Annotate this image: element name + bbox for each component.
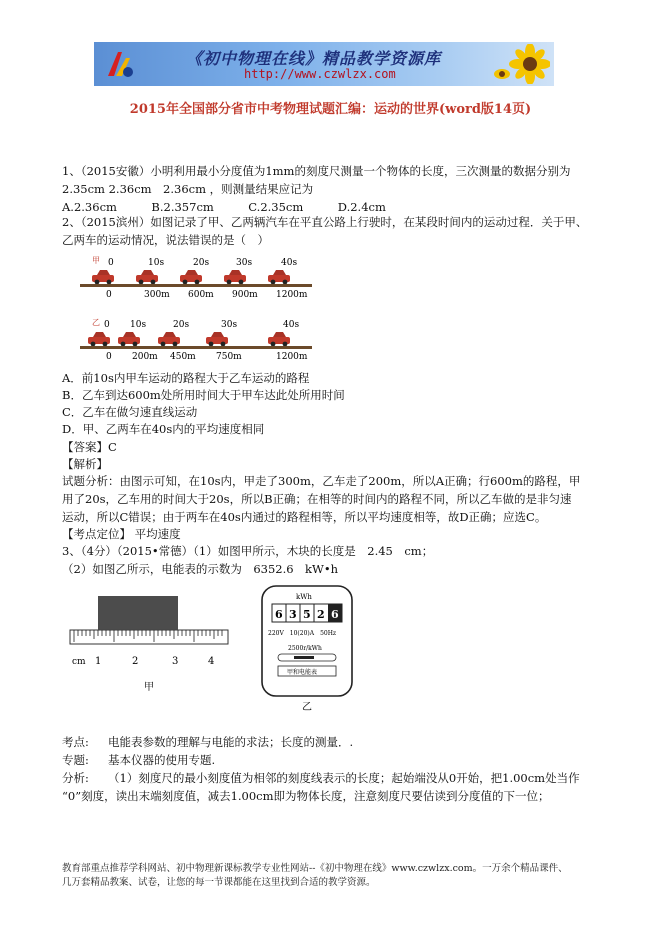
- electric-meter-figure: [258, 584, 358, 714]
- jia-car: [224, 270, 246, 284]
- q3-line2: （2）如图乙所示，电能表的示数为 6352.6 kW•h: [62, 562, 339, 576]
- car-motion-figure: [78, 250, 318, 362]
- jia-time: 20s: [193, 258, 210, 268]
- yi-car: [206, 332, 228, 346]
- jia-dist: 1200m: [276, 290, 308, 300]
- ruler-caption: 甲: [144, 682, 154, 693]
- q2-point: 【考点定位】 平均速度: [62, 527, 181, 541]
- ruler-tick-label: 2: [132, 656, 139, 667]
- q2-option-d: D．甲、乙两车在40s内的平均速度相同: [62, 422, 265, 436]
- meter-spec: 220V 10(20)A 50Hz: [268, 630, 337, 637]
- footer-line-2: 几万套精品教案、试卷，让您的每一节课都能在这里找到合适的教学资源。: [62, 877, 376, 888]
- footer-line-1: 教育部重点推荐学科网站、初中物理新课标教学专业性网站--《初中物理在线》www.czwlzx.com。一万余个精品课件、: [62, 863, 568, 874]
- jia-car: [268, 270, 290, 284]
- jia-road: [80, 284, 312, 287]
- q2-analysis-1: 试题分析：由图示可知，在10s内，甲走了300m，乙车走了200m，所以A正确；行600m的路程，甲: [62, 474, 581, 488]
- q2-analysis-2: 用了20s，乙车用的时间大于20s，所以B正确；在相等的时间内的路程不同，所以乙车做的是非匀速: [62, 492, 572, 506]
- yi-car: [118, 332, 140, 346]
- meter-digit: 3: [289, 608, 297, 621]
- jia-time: 10s: [148, 258, 165, 268]
- yi-dist: 1200m: [276, 352, 308, 362]
- ruler-tick-label: 3: [172, 656, 179, 667]
- jia-dist: 600m: [188, 290, 214, 300]
- yi-time: 10s: [130, 320, 147, 330]
- meter-digit: 6: [275, 608, 283, 621]
- jia-time: 30s: [236, 258, 253, 268]
- meter-name: 甲和电能表: [287, 669, 318, 676]
- site-logo: [104, 48, 136, 80]
- ruler-tick-label: 1: [95, 656, 102, 667]
- kaodian-text: 电能表参数的理解与电能的求法；长度的测量．.: [108, 735, 354, 749]
- jia-time: 0: [108, 258, 114, 268]
- jia-label: 甲: [92, 256, 100, 265]
- yi-road: [80, 346, 312, 349]
- ruler-unit: cm: [72, 657, 86, 667]
- header-banner: [94, 42, 554, 86]
- q3-line1: 3、（4分）（2015•常德）（1）如图甲所示，木块的长度是 2.45 cm；: [62, 544, 434, 558]
- jia-time: 40s: [281, 258, 298, 268]
- q1-line2: 2.35cm 2.36cm 2.36cm ，则测量结果应记为: [62, 182, 314, 196]
- zhuanti-text: 基本仪器的使用专题.: [108, 753, 216, 767]
- fenxi-text-2: “0”刻度，读出末端刻度值，减去1.00cm即为物体长度，注意刻度尺要估读到分度值的下一位；: [62, 789, 550, 803]
- meter-digit: 2: [317, 608, 325, 621]
- fenxi-text-1: （1）刻度尺的最小刻度值为相邻的刻度线表示的长度；起始端没从0开始，把1.00cm处当作: [108, 771, 580, 785]
- jia-dist: 0: [106, 290, 112, 300]
- q1-options: A.2.36cm B.2.357cm C.2.35cm D.2.4cm: [62, 200, 386, 214]
- footer: [62, 862, 622, 890]
- yi-car: [158, 332, 180, 346]
- banner-title: 《初中物理在线》精品教学资源库: [186, 49, 442, 68]
- jia-dist: 900m: [232, 290, 258, 300]
- yi-dist: 450m: [170, 352, 196, 362]
- q2-option-b: B．乙车到达600m处所用时间大于甲车达此处所用时间: [62, 388, 345, 402]
- yi-label: 乙: [92, 318, 100, 327]
- wood-block: [98, 596, 178, 630]
- fenxi-label: 分析:: [62, 771, 89, 785]
- page-title: 2015年全国部分省市中考物理试题汇编：运动的世界(word版14页): [129, 102, 532, 117]
- q2-option-c: C．乙车在做匀速直线运动: [62, 405, 198, 419]
- jia-car: [92, 270, 114, 284]
- yi-time: 0: [104, 320, 110, 330]
- ruler-figure: [68, 592, 233, 698]
- meter-disc-mark: [294, 656, 314, 659]
- q1-line1: 1、（2015安徽）小明利用最小分度值为1mm的刻度尺测量一个物体的长度，三次测量的数据分别为: [62, 164, 571, 178]
- meter-body: [262, 586, 352, 696]
- zhuanti-label: 专题:: [62, 753, 89, 767]
- ruler-tick-label: 4: [208, 656, 215, 667]
- yi-dist: 200m: [132, 352, 158, 362]
- jia-car: [136, 270, 158, 284]
- q2-analysis-head: 【解析】: [62, 457, 108, 471]
- q2-line2: 乙两车的运动情况，说法错误的是（ ）: [62, 233, 269, 247]
- yi-car: [88, 332, 110, 346]
- meter-digit: 5: [303, 608, 311, 621]
- yi-dist: 750m: [216, 352, 242, 362]
- banner-url[interactable]: http://www.czwlzx.com: [244, 67, 396, 81]
- yi-dist: 0: [106, 352, 112, 362]
- yi-car: [268, 332, 290, 346]
- q2-line1: 2、（2015滨州）如图记录了甲、乙两辆汽车在平直公路上行驶时，在某段时间内的运动过程．关于甲、: [62, 215, 588, 229]
- jia-car: [180, 270, 202, 284]
- yi-time: 30s: [221, 320, 238, 330]
- jia-dist: 300m: [144, 290, 170, 300]
- kaodian-label: 考点:: [62, 735, 89, 749]
- q2-answer: 【答案】C: [62, 440, 117, 454]
- meter-kwh: kWh: [296, 593, 312, 601]
- meter-rate: 2500r/kWh: [288, 645, 322, 652]
- q2-analysis-3: 运动，所以C错误；由于两车在40s内通过的路程相等，所以平均速度相等，故D正确；应选C。: [62, 510, 547, 524]
- yi-time: 40s: [283, 320, 300, 330]
- q2-option-a: A．前10s内甲车运动的路程大于乙车运动的路程: [62, 371, 310, 385]
- yi-time: 20s: [173, 320, 190, 330]
- meter-digit: 6: [331, 608, 339, 621]
- meter-caption: 乙: [302, 702, 312, 713]
- sunflower-icon: [490, 44, 550, 84]
